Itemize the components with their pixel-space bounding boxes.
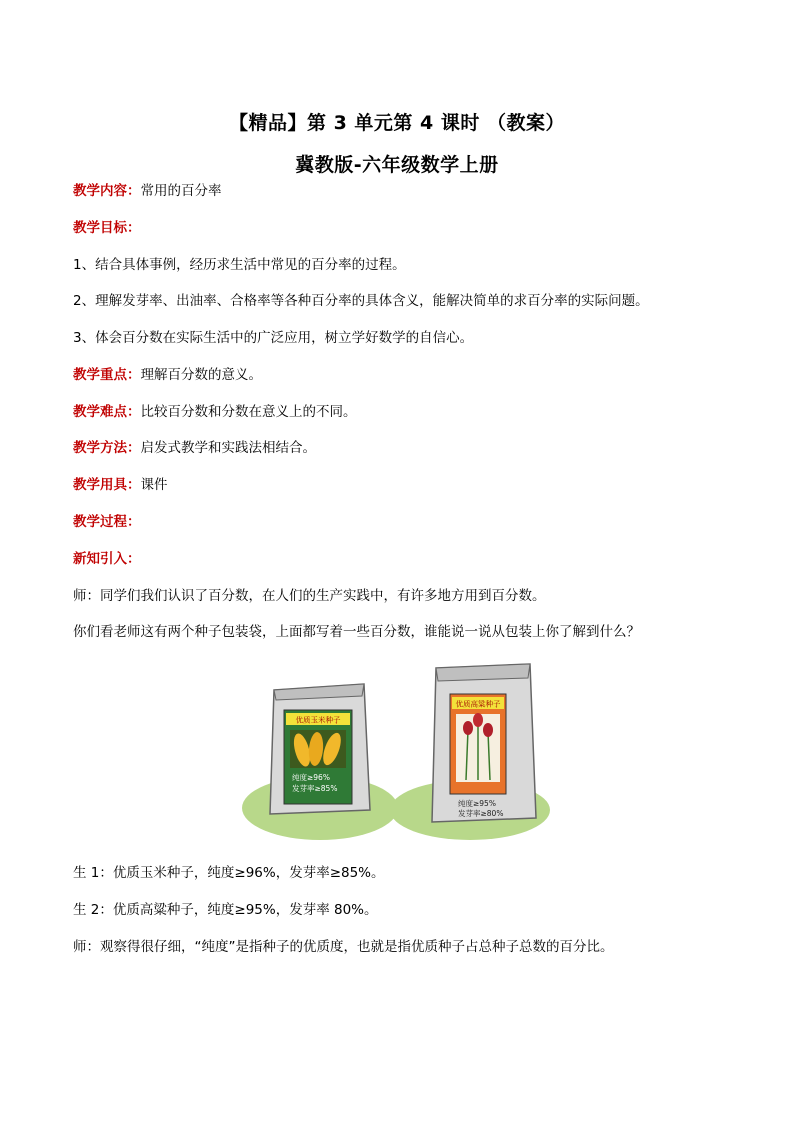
content-label: 教学内容： <box>73 183 141 199</box>
sorghum-bag-name: 优质高粱种子 <box>455 699 501 709</box>
content-line <box>73 182 222 200</box>
process-heading <box>73 513 141 531</box>
doc-title: 【精品】第 3 单元第 4 课时 （教案） <box>228 112 565 134</box>
intro-heading <box>73 550 141 568</box>
teacher-para-3: 师：观察得很仔细，“纯度”是指种子的优质度，也就是指优质种子占总种子总数的百分比。 <box>73 939 614 955</box>
method-line <box>73 439 316 457</box>
doc-subtitle: 冀教版-六年级数学上册 <box>295 154 499 176</box>
corn-bag-germination: 发芽率≥85% <box>292 784 338 793</box>
teacher-para-2: 你们看老师这有两个种子包装袋，上面都写着一些百分数，谁能说一说从包装上你了解到什么？ <box>73 624 640 640</box>
student-1-answer: 生 1：优质玉米种子，纯度≥96%，发芽率≥85%。 <box>73 865 385 881</box>
key-line <box>73 366 262 384</box>
tools-label: 教学用具： <box>73 477 141 493</box>
goal-heading <box>73 219 141 237</box>
tools-value: 课件 <box>140 477 168 493</box>
goal-1: 1、结合具体事例，经历求生活中常见的百分率的过程。 <box>73 257 406 273</box>
method-value: 启发式教学和实践法相结合。 <box>140 440 316 456</box>
method-label: 教学方法： <box>73 440 141 456</box>
intro-label: 新知引入： <box>73 551 141 567</box>
sorghum-bag-purity: 纯度≥95% <box>458 799 496 808</box>
corn-bag-name: 优质玉米种子 <box>295 715 341 725</box>
student-2-answer: 生 2：优质高粱种子，纯度≥95%，发芽率 80%。 <box>73 902 378 918</box>
content-value: 常用的百分率 <box>140 183 222 199</box>
key-value: 理解百分数的意义。 <box>140 367 262 383</box>
key-label: 教学重点： <box>73 367 141 383</box>
goal-2: 2、理解发芽率、出油率、合格率等各种百分率的具体含义，能解决简单的求百分率的实际问题。 <box>73 293 649 309</box>
difficulty-value: 比较百分数和分数在意义上的不同。 <box>140 404 357 420</box>
corn-bag-purity: 纯度≥96% <box>292 773 330 782</box>
tools-line <box>73 476 168 494</box>
teacher-para-1: 师：同学们我们认识了百分数，在人们的生产实践中，有许多地方用到百分数。 <box>73 588 546 604</box>
goal-3: 3、体会百分数在实际生活中的广泛应用，树立学好数学的自信心。 <box>73 330 474 346</box>
seed-bags-illustration <box>240 660 560 840</box>
difficulty-label: 教学难点： <box>73 404 141 420</box>
difficulty-line <box>73 403 357 421</box>
process-label: 教学过程： <box>73 514 141 530</box>
corn-seed-bag <box>270 684 370 814</box>
sorghum-seed-bag <box>432 664 536 822</box>
goal-label: 教学目标： <box>73 220 141 236</box>
sorghum-bag-germination: 发芽率≥80% <box>458 809 504 818</box>
